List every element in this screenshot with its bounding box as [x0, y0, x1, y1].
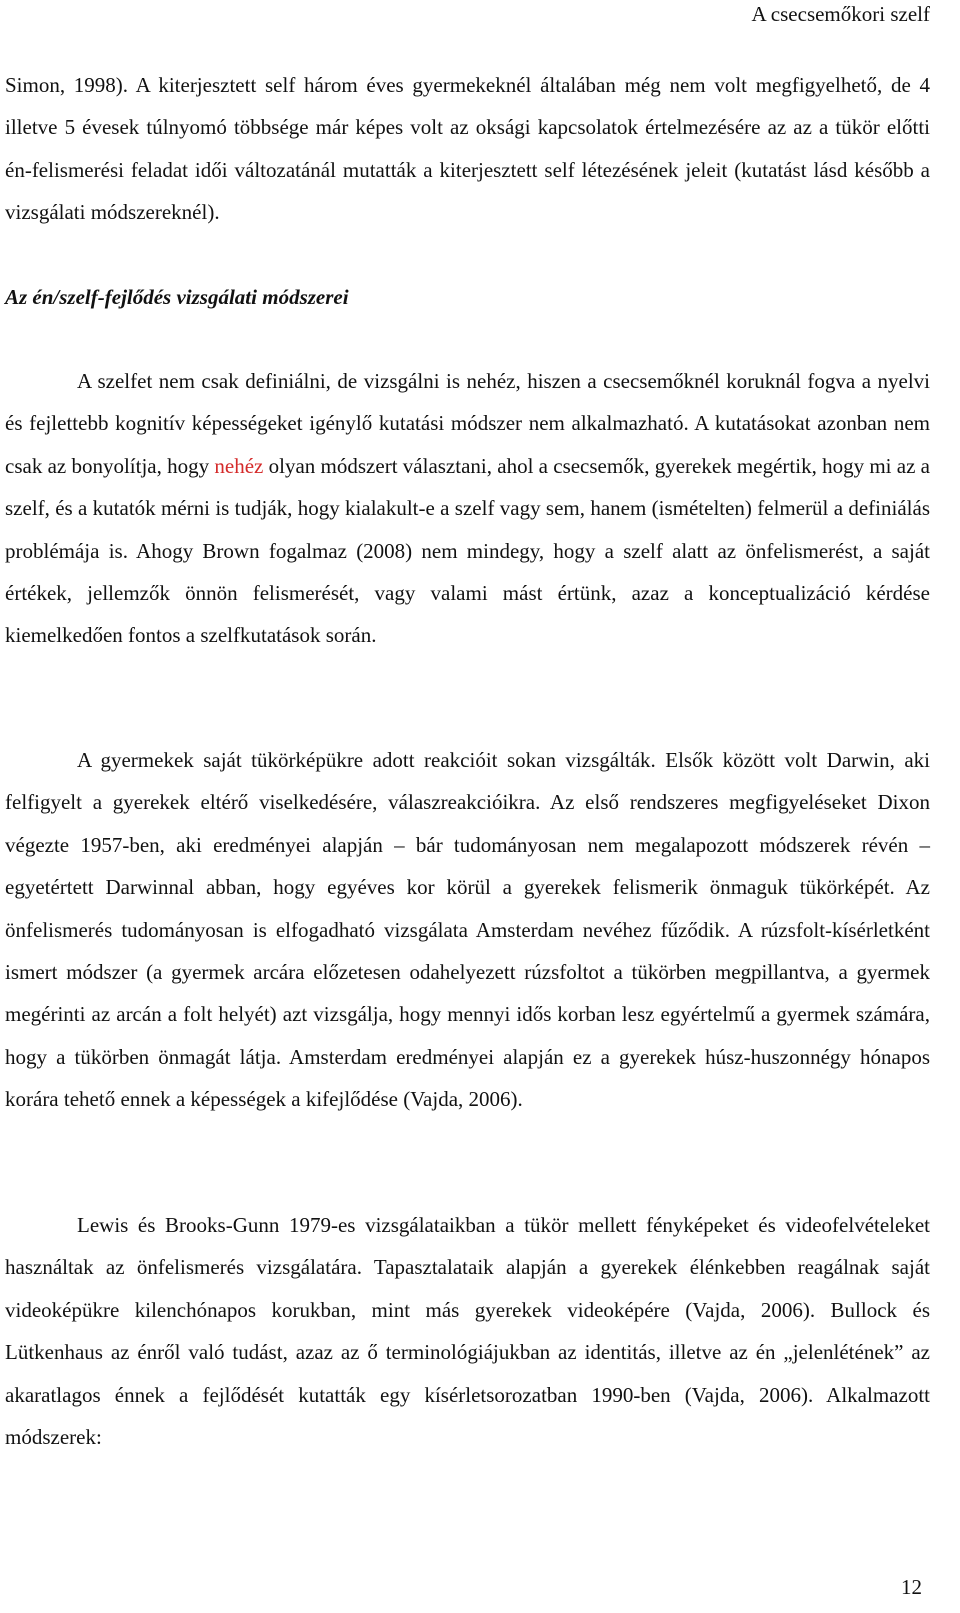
- paragraph-methods-intro: [5, 360, 930, 657]
- paragraph-continuation: Simon, 1998). A kiterjesztett self három éves gyermekeknél általában még nem volt megfigyelhető, de 4 illetve 5 évesek túlnyomó többsége már képes volt az oksági kapcsolatok értelmezésére az az a tükör előtti én-felismerési feladat idői változatánál mutatták a kiterjesztett self létezésének jeleit (kutatást lásd később a vizsgálati módszereknél).: [5, 73, 930, 225]
- highlighted-word: nehéz: [214, 453, 264, 478]
- paragraph-text-after-highlight: olyan módszert választani, ahol a csecsemők, gyerekek megértik, hogy mi az a szelf, és a kutatók mérni is tudják, hogy kialakult-e a szelf vagy sem, hanem (ismételten) felmerül a definiálás problémája is. Ahogy Brown fogalmaz (2008) nem mindegy, hogy a szelf alatt az önfelismerést, a saját értékek, jellemzők önnön felismerését, vagy valami mást értünk, azaz a konceptualizáció kérdése kiemelkedően fontos a szelfkutatások során.: [5, 453, 930, 648]
- page-number: 12: [901, 1575, 922, 1599]
- section-heading: Az én/szelf-fejlődés vizsgálati módszerei: [5, 285, 349, 309]
- running-header: A csecsemőkori szelf: [751, 2, 930, 26]
- paragraph-lewis-brooks-gunn: Lewis és Brooks-Gunn 1979-es vizsgálataikban a tükör mellett fényképeket és videofelvételeket használtak az önfelismerés vizsgálatára. Tapasztalataik alapján a gyerekek élénkebben reagálnak saját videoképükre kilenchónapos korukban, mint más gyerekek videoképére (Vajda, 2006). Bullock és Lütkenhaus az énről való tudást, azaz az ő terminológiájukban az identitás, illetve az én „jelenlétének” az akaratlagos énnek a fejlődését kutatták egy kísérletsorozatban 1990-ben (Vajda, 2006). Alkalmazott módszerek:: [5, 1213, 930, 1450]
- paragraph-text-before-highlight: A szelfet nem csak definiálni, de vizsgálni is nehéz, hiszen a csecsemőknél koruknál fogva a nyelvi és fejlettebb kognitív képességeket igénylő kutatási módszer nem alkalmazható. A kutatásokat azonban nem csak az bonyolítja, hogy: [5, 369, 930, 478]
- paragraph-mirror-research: A gyermekek saját tükörképükre adott reakcióit sokan vizsgálták. Elsők között volt Darwin, aki felfigyelt a gyerekek eltérő viselkedésére, válaszreakcióikra. Az első rendszeres megfigyeléseket Dixon végezte 1957-ben, aki eredményei alapján – bár tudományosan nem megalapozott módszerek révén – egyetértett Darwinnal abban, hogy egyéves kor körül a gyerekek felismerik önmaguk tükörképét. Az önfelismerés tudományosan is elfogadható vizsgálata Amsterdam nevéhez fűződik. A rúzsfolt-kísérletként ismert módszer (a gyermek arcára előzetesen odahelyezett rúzsfoltot a tükörben megpillantva, a gyermek megérinti az arcán a folt helyét) azt vizsgálja, hogy mennyi idős korban lesz egyértelmű a gyermek számára, hogy a tükörben önmagát látja. Amsterdam eredményei alapján ez a gyerekek húsz-huszonnégy hónapos korára tehető ennek a képességek a kifejlődése (Vajda, 2006).: [5, 748, 930, 1112]
